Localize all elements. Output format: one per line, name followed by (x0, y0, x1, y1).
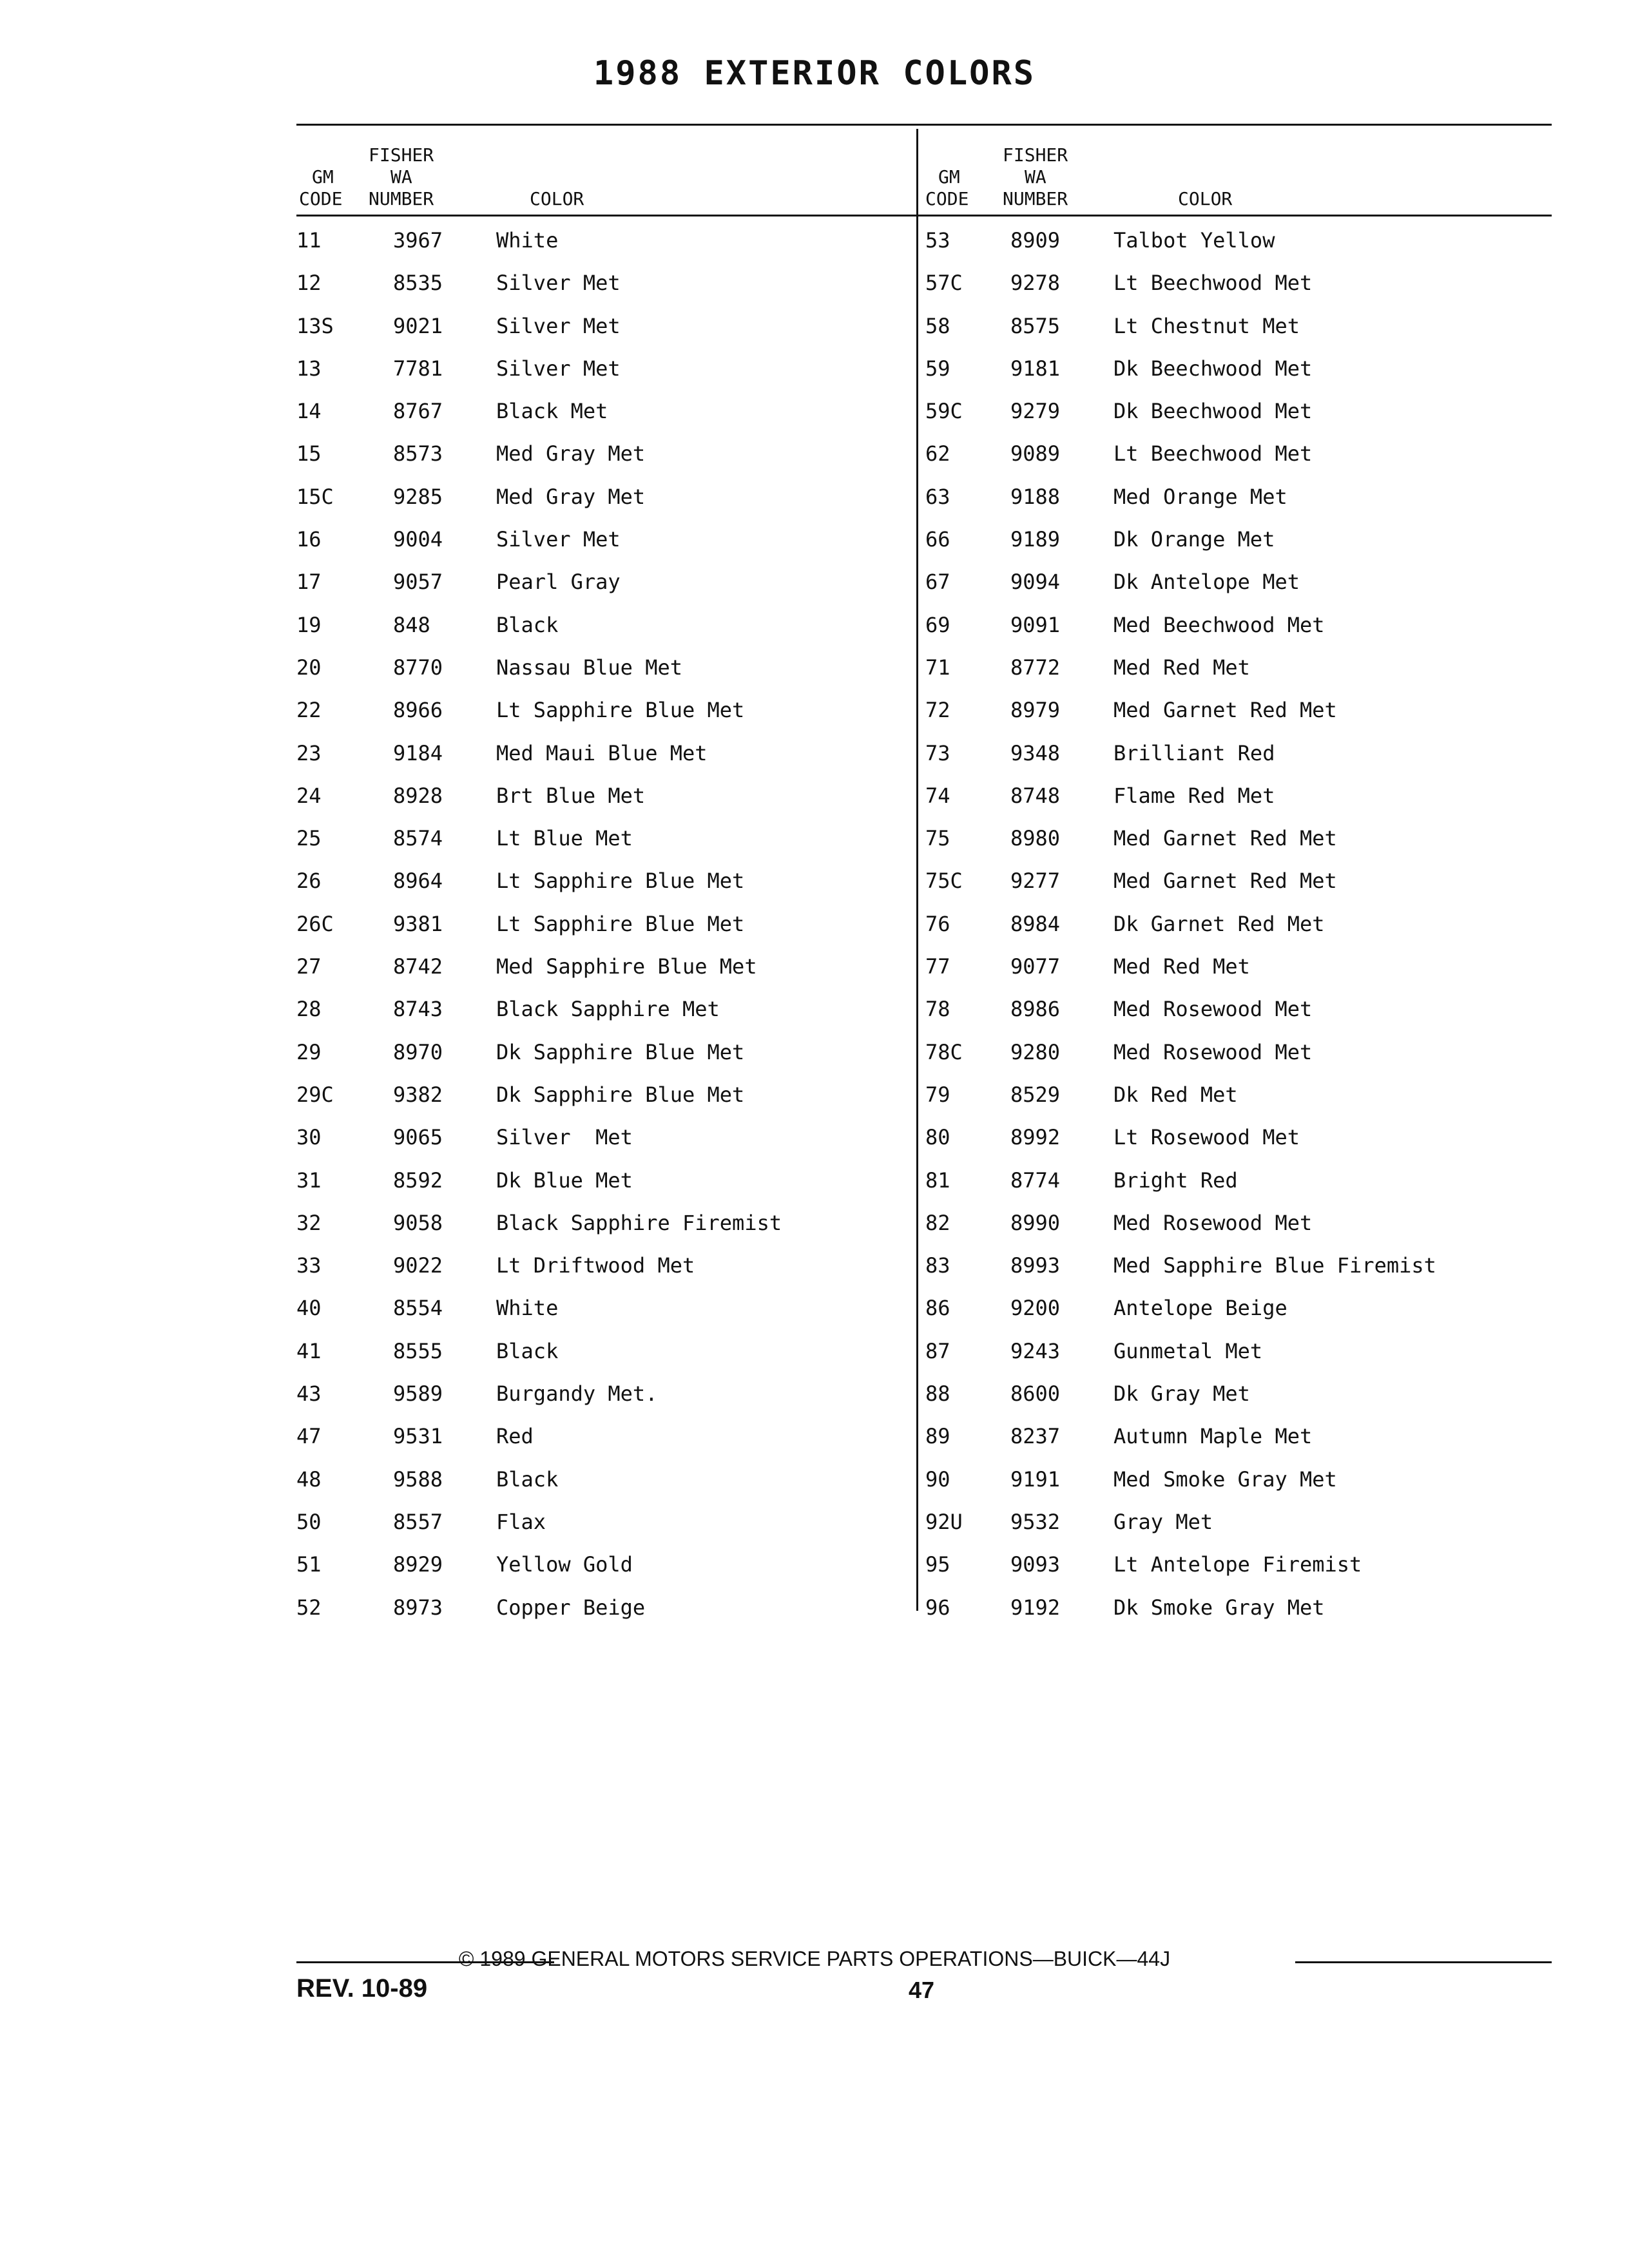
page-title: 1988 EXTERIOR COLORS (593, 54, 1036, 93)
wa-number-cell: 8928 (393, 783, 443, 808)
table-row (296, 518, 915, 561)
gm-code-cell: 96 (925, 1595, 950, 1620)
color-name-cell: Dk Sapphire Blue Met (496, 1082, 745, 1107)
wa-number-cell: 9531 (393, 1424, 443, 1449)
color-name-cell: Flame Red Met (1113, 783, 1275, 808)
gm-code-cell: 95 (925, 1552, 950, 1577)
color-name-cell: Med Gray Met (496, 484, 646, 509)
gm-code-cell: 59C (925, 399, 963, 424)
gm-code-cell: 80 (925, 1125, 950, 1150)
color-name-cell: Lt Blue Met (496, 826, 633, 851)
table-row (920, 689, 1552, 731)
table-row (296, 817, 915, 860)
color-name-cell: Med Orange Met (1113, 484, 1287, 509)
gm-code-cell: 52 (296, 1595, 322, 1620)
color-name-cell: Nassau Blue Met (496, 655, 682, 680)
gm-code-cell: 40 (296, 1296, 322, 1321)
table-row (296, 689, 915, 731)
wa-number-cell: 9188 (1010, 484, 1061, 509)
color-name-cell: White (496, 1296, 559, 1321)
wa-number-cell: 9089 (1010, 441, 1061, 466)
table-row (920, 1415, 1552, 1457)
color-name-cell: Lt Beechwood Met (1113, 441, 1313, 466)
gm-code-cell: 66 (925, 527, 950, 552)
wa-number-cell: 9077 (1010, 954, 1061, 979)
color-name-cell: Dk Garnet Red Met (1113, 911, 1325, 936)
gm-code-cell: 69 (925, 612, 950, 637)
color-name-cell: Autumn Maple Met (1113, 1424, 1313, 1449)
gm-code-cell: 26 (296, 869, 322, 894)
gm-code-cell: 33 (296, 1253, 322, 1278)
table-row (296, 561, 915, 603)
color-name-cell: Lt Sapphire Blue Met (496, 698, 745, 723)
table-row (296, 1330, 915, 1372)
table-row (296, 604, 915, 646)
color-table-left (296, 126, 915, 1624)
table-row (920, 1330, 1552, 1372)
gm-code-cell: 47 (296, 1424, 322, 1449)
color-name-cell: Med Garnet Red Met (1113, 698, 1337, 723)
gm-code-cell: 59 (925, 356, 950, 381)
color-name-cell: Dk Smoke Gray Met (1113, 1595, 1325, 1620)
table-row (296, 903, 915, 945)
gm-code-cell: 14 (296, 399, 322, 424)
gm-code-cell: 71 (925, 655, 950, 680)
table-row (296, 1287, 915, 1329)
gm-code-cell: 41 (296, 1338, 322, 1363)
gm-code-cell: 28 (296, 997, 322, 1022)
wa-number-cell: 9279 (1010, 399, 1061, 424)
table-row (296, 219, 915, 262)
wa-number-cell: 9184 (393, 740, 443, 765)
gm-code-cell: 74 (925, 783, 950, 808)
table-body-left (296, 219, 915, 1629)
wa-number-cell: 8770 (393, 655, 443, 680)
wa-number-cell: 8986 (1010, 997, 1061, 1022)
color-name-cell: Silver Met (496, 1125, 633, 1150)
color-name-cell: Dk Orange Met (1113, 527, 1275, 552)
top-rule (296, 124, 1552, 126)
wa-number-cell: 9243 (1010, 1338, 1061, 1363)
table-row (296, 476, 915, 518)
table-row (296, 347, 915, 390)
wa-number-cell: 9278 (1010, 271, 1061, 296)
gm-code-cell: 81 (925, 1168, 950, 1193)
wa-number-cell: 8909 (1010, 228, 1061, 253)
gm-code-cell: 31 (296, 1168, 322, 1193)
color-name-cell: Gunmetal Met (1113, 1338, 1263, 1363)
table-row (920, 1543, 1552, 1586)
gm-code-cell: 43 (296, 1381, 322, 1407)
gm-code-cell: 27 (296, 954, 322, 979)
wa-number-cell: 9280 (1010, 1039, 1061, 1064)
gm-code-cell: 75 (925, 826, 950, 851)
gm-code-cell: 79 (925, 1082, 950, 1107)
color-name-cell: Black Sapphire Firemist (496, 1210, 782, 1235)
color-name-cell: Black (496, 1466, 559, 1492)
color-name-cell: Black (496, 612, 559, 637)
color-name-cell: Med Rosewood Met (1113, 997, 1313, 1022)
table-row (920, 860, 1552, 902)
gm-code-cell: 32 (296, 1210, 322, 1235)
table-row (296, 1244, 915, 1287)
footer-copyright: © 1989 GENERAL MOTORS SERVICE PARTS OPERATIONS—BUICK—44J (458, 1947, 1171, 1970)
table-row (920, 1116, 1552, 1158)
wa-number-cell: 8964 (393, 869, 443, 894)
color-name-cell: Med Smoke Gray Met (1113, 1466, 1337, 1492)
gm-code-cell: 16 (296, 527, 322, 552)
wa-number-cell: 8979 (1010, 698, 1061, 723)
table-header-left (296, 126, 915, 214)
color-name-cell: Lt Antelope Firemist (1113, 1552, 1362, 1577)
gm-code-cell: 30 (296, 1125, 322, 1150)
table-row (296, 1159, 915, 1202)
gm-code-cell: 72 (925, 698, 950, 723)
wa-number-cell: 9189 (1010, 527, 1061, 552)
revision-label: REV. 10-89 (296, 1974, 428, 2003)
table-row (296, 262, 915, 304)
gm-code-cell: 62 (925, 441, 950, 466)
wa-number-cell: 9277 (1010, 869, 1061, 894)
color-name-cell: Med Garnet Red Met (1113, 869, 1337, 894)
color-name-cell: Brt Blue Met (496, 783, 646, 808)
color-name-cell: Dk Sapphire Blue Met (496, 1039, 745, 1064)
wa-number-cell: 8535 (393, 271, 443, 296)
color-name-cell: Lt Beechwood Met (1113, 271, 1313, 296)
gm-code-cell: 48 (296, 1466, 322, 1492)
color-name-cell: Med Beechwood Met (1113, 612, 1325, 637)
table-row (296, 1586, 915, 1629)
table-row (920, 347, 1552, 390)
wa-number-cell: 8743 (393, 997, 443, 1022)
gm-code-cell: 17 (296, 570, 322, 595)
table-row (920, 390, 1552, 432)
table-row (920, 1586, 1552, 1629)
table-row (296, 432, 915, 475)
color-name-cell: White (496, 228, 559, 253)
wa-number-cell: 9285 (393, 484, 443, 509)
color-name-cell: Burgandy Met. (496, 1381, 658, 1407)
wa-number-cell: 9381 (393, 911, 443, 936)
header-wa: WA (390, 166, 412, 187)
wa-number-cell: 8237 (1010, 1424, 1061, 1449)
wa-number-cell: 9021 (393, 313, 443, 338)
wa-number-cell: 8574 (393, 826, 443, 851)
gm-code-cell: 15 (296, 441, 322, 466)
color-name-cell: Med Red Met (1113, 954, 1250, 979)
gm-code-cell: 76 (925, 911, 950, 936)
gm-code-cell: 29 (296, 1039, 322, 1064)
table-row (920, 262, 1552, 304)
table-row (296, 646, 915, 689)
gm-code-cell: 83 (925, 1253, 950, 1278)
table-row (920, 305, 1552, 347)
header-gm: GM (938, 166, 960, 187)
table-row (296, 1372, 915, 1415)
table-row (920, 518, 1552, 561)
table-row (920, 945, 1552, 988)
table-row (296, 1458, 915, 1501)
color-name-cell: Silver Met (496, 271, 621, 296)
wa-number-cell: 848 (393, 612, 430, 637)
color-name-cell: Brilliant Red (1113, 740, 1275, 765)
gm-code-cell: 13 (296, 356, 322, 381)
table-row (296, 1415, 915, 1457)
wa-number-cell: 8993 (1010, 1253, 1061, 1278)
gm-code-cell: 24 (296, 783, 322, 808)
table-row (920, 1244, 1552, 1287)
gm-code-cell: 67 (925, 570, 950, 595)
wa-number-cell: 8600 (1010, 1381, 1061, 1407)
color-name-cell: Med Rosewood Met (1113, 1039, 1313, 1064)
table-row (296, 1031, 915, 1073)
wa-number-cell: 9022 (393, 1253, 443, 1278)
wa-number-cell: 8992 (1010, 1125, 1061, 1150)
color-name-cell: Med Sapphire Blue Firemist (1113, 1253, 1436, 1278)
color-name-cell: Lt Sapphire Blue Met (496, 869, 745, 894)
wa-number-cell: 8929 (393, 1552, 443, 1577)
table-row (920, 1159, 1552, 1202)
wa-number-cell: 8767 (393, 399, 443, 424)
wa-number-cell: 9004 (393, 527, 443, 552)
color-name-cell: Lt Chestnut Met (1113, 313, 1300, 338)
header-color: COLOR (1178, 188, 1233, 209)
color-name-cell: Dk Blue Met (496, 1168, 633, 1193)
color-name-cell: Black (496, 1338, 559, 1363)
table-row (296, 860, 915, 902)
wa-number-cell: 8557 (393, 1509, 443, 1534)
wa-number-cell: 9091 (1010, 612, 1061, 637)
table-row (296, 774, 915, 817)
gm-code-cell: 15C (296, 484, 334, 509)
table-row (920, 1501, 1552, 1543)
color-name-cell: Med Maui Blue Met (496, 740, 708, 765)
gm-code-cell: 78C (925, 1039, 963, 1064)
table-row (920, 988, 1552, 1030)
table-row (920, 1073, 1552, 1116)
gm-code-cell: 88 (925, 1381, 950, 1407)
table-row (920, 1372, 1552, 1415)
color-name-cell: Med Garnet Red Met (1113, 826, 1337, 851)
wa-number-cell: 9532 (1010, 1509, 1061, 1534)
wa-number-cell: 8742 (393, 954, 443, 979)
table-row (920, 604, 1552, 646)
table-body-right (920, 219, 1552, 1629)
table-row (920, 1202, 1552, 1244)
wa-number-cell: 8980 (1010, 826, 1061, 851)
wa-number-cell: 3967 (393, 228, 443, 253)
color-name-cell: Lt Rosewood Met (1113, 1125, 1300, 1150)
gm-code-cell: 19 (296, 612, 322, 637)
wa-number-cell: 9382 (393, 1082, 443, 1107)
table-row (296, 945, 915, 988)
color-name-cell: Silver Met (496, 527, 621, 552)
color-name-cell: Gray Met (1113, 1509, 1213, 1534)
gm-code-cell: 26C (296, 911, 334, 936)
color-name-cell: Talbot Yellow (1113, 228, 1275, 253)
color-name-cell: Silver Met (496, 313, 621, 338)
table-row (296, 305, 915, 347)
table-row (296, 1202, 915, 1244)
wa-number-cell: 8555 (393, 1338, 443, 1363)
table-row (920, 774, 1552, 817)
color-name-cell: Silver Met (496, 356, 621, 381)
color-name-cell: Dk Beechwood Met (1113, 399, 1313, 424)
table-row (920, 476, 1552, 518)
color-name-cell: Dk Red Met (1113, 1082, 1238, 1107)
color-name-cell: Med Sapphire Blue Met (496, 954, 757, 979)
wa-number-cell: 8990 (1010, 1210, 1061, 1235)
table-row (920, 732, 1552, 774)
table-header-right (920, 126, 1552, 214)
gm-code-cell: 25 (296, 826, 322, 851)
color-name-cell: Black Sapphire Met (496, 997, 720, 1022)
wa-number-cell: 8554 (393, 1296, 443, 1321)
table-row (920, 432, 1552, 475)
gm-code-cell: 77 (925, 954, 950, 979)
wa-number-cell: 8984 (1010, 911, 1061, 936)
header-fisher: FISHER (369, 144, 434, 166)
gm-code-cell: 57C (925, 271, 963, 296)
wa-number-cell: 9192 (1010, 1595, 1061, 1620)
color-name-cell: Pearl Gray (496, 570, 621, 595)
color-name-cell: Red (496, 1424, 534, 1449)
gm-code-cell: 90 (925, 1466, 950, 1492)
gm-code-cell: 86 (925, 1296, 950, 1321)
gm-code-cell: 51 (296, 1552, 322, 1577)
header-number: NUMBER (369, 188, 434, 209)
header-gm: GM (312, 166, 334, 187)
header-code: CODE (925, 188, 969, 209)
color-name-cell: Black Met (496, 399, 608, 424)
header-fisher: FISHER (1003, 144, 1068, 166)
gm-code-cell: 22 (296, 698, 322, 723)
wa-number-cell: 9065 (393, 1125, 443, 1150)
gm-code-cell: 73 (925, 740, 950, 765)
wa-number-cell: 9181 (1010, 356, 1061, 381)
table-row (920, 1031, 1552, 1073)
wa-number-cell: 9200 (1010, 1296, 1061, 1321)
wa-number-cell: 8973 (393, 1595, 443, 1620)
gm-code-cell: 53 (925, 228, 950, 253)
color-name-cell: Bright Red (1113, 1168, 1238, 1193)
color-name-cell: Lt Sapphire Blue Met (496, 911, 745, 936)
gm-code-cell: 63 (925, 484, 950, 509)
gm-code-cell: 23 (296, 740, 322, 765)
color-name-cell: Dk Gray Met (1113, 1381, 1250, 1407)
gm-code-cell: 13S (296, 313, 334, 338)
gm-code-cell: 20 (296, 655, 322, 680)
table-row (296, 732, 915, 774)
header-wa: WA (1025, 166, 1046, 187)
table-row (920, 817, 1552, 860)
wa-number-cell: 8966 (393, 698, 443, 723)
gm-code-cell: 75C (925, 869, 963, 894)
color-table-right (920, 126, 1552, 1624)
header-code: CODE (299, 188, 343, 209)
wa-number-cell: 8575 (1010, 313, 1061, 338)
gm-code-cell: 29C (296, 1082, 334, 1107)
wa-number-cell: 9093 (1010, 1552, 1061, 1577)
table-row (920, 903, 1552, 945)
color-name-cell: Lt Driftwood Met (496, 1253, 695, 1278)
table-row (296, 390, 915, 432)
wa-number-cell: 9058 (393, 1210, 443, 1235)
color-name-cell: Yellow Gold (496, 1552, 633, 1577)
table-row (296, 1501, 915, 1543)
wa-number-cell: 9348 (1010, 740, 1061, 765)
table-row (920, 219, 1552, 262)
color-name-cell: Med Red Met (1113, 655, 1250, 680)
table-row (920, 646, 1552, 689)
table-row (296, 1543, 915, 1586)
wa-number-cell: 8970 (393, 1039, 443, 1064)
table-row (920, 1287, 1552, 1329)
color-name-cell: Antelope Beige (1113, 1296, 1287, 1321)
wa-number-cell: 9588 (393, 1466, 443, 1492)
color-name-cell: Dk Beechwood Met (1113, 356, 1313, 381)
header-number: NUMBER (1003, 188, 1068, 209)
table-row (920, 561, 1552, 603)
color-name-cell: Med Rosewood Met (1113, 1210, 1313, 1235)
color-name-cell: Copper Beige (496, 1595, 646, 1620)
table-row (920, 1458, 1552, 1501)
wa-number-cell: 8592 (393, 1168, 443, 1193)
gm-code-cell: 78 (925, 997, 950, 1022)
gm-code-cell: 82 (925, 1210, 950, 1235)
wa-number-cell: 8774 (1010, 1168, 1061, 1193)
wa-number-cell: 8748 (1010, 783, 1061, 808)
wa-number-cell: 9094 (1010, 570, 1061, 595)
gm-code-cell: 12 (296, 271, 322, 296)
page-number: 47 (908, 1977, 935, 2003)
gm-code-cell: 50 (296, 1509, 322, 1534)
header-color: COLOR (530, 188, 584, 209)
gm-code-cell: 11 (296, 228, 322, 253)
gm-code-cell: 89 (925, 1424, 950, 1449)
center-divider (916, 129, 918, 1611)
color-name-cell: Med Gray Met (496, 441, 646, 466)
wa-number-cell: 7781 (393, 356, 443, 381)
wa-number-cell: 8529 (1010, 1082, 1061, 1107)
gm-code-cell: 58 (925, 313, 950, 338)
table-row (296, 1116, 915, 1158)
wa-number-cell: 8772 (1010, 655, 1061, 680)
wa-number-cell: 9057 (393, 570, 443, 595)
gm-code-cell: 92U (925, 1509, 963, 1534)
color-name-cell: Flax (496, 1509, 546, 1534)
color-name-cell: Dk Antelope Met (1113, 570, 1300, 595)
wa-number-cell: 9191 (1010, 1466, 1061, 1492)
gm-code-cell: 87 (925, 1338, 950, 1363)
table-row (296, 988, 915, 1030)
wa-number-cell: 9589 (393, 1381, 443, 1407)
wa-number-cell: 8573 (393, 441, 443, 466)
table-row (296, 1073, 915, 1116)
